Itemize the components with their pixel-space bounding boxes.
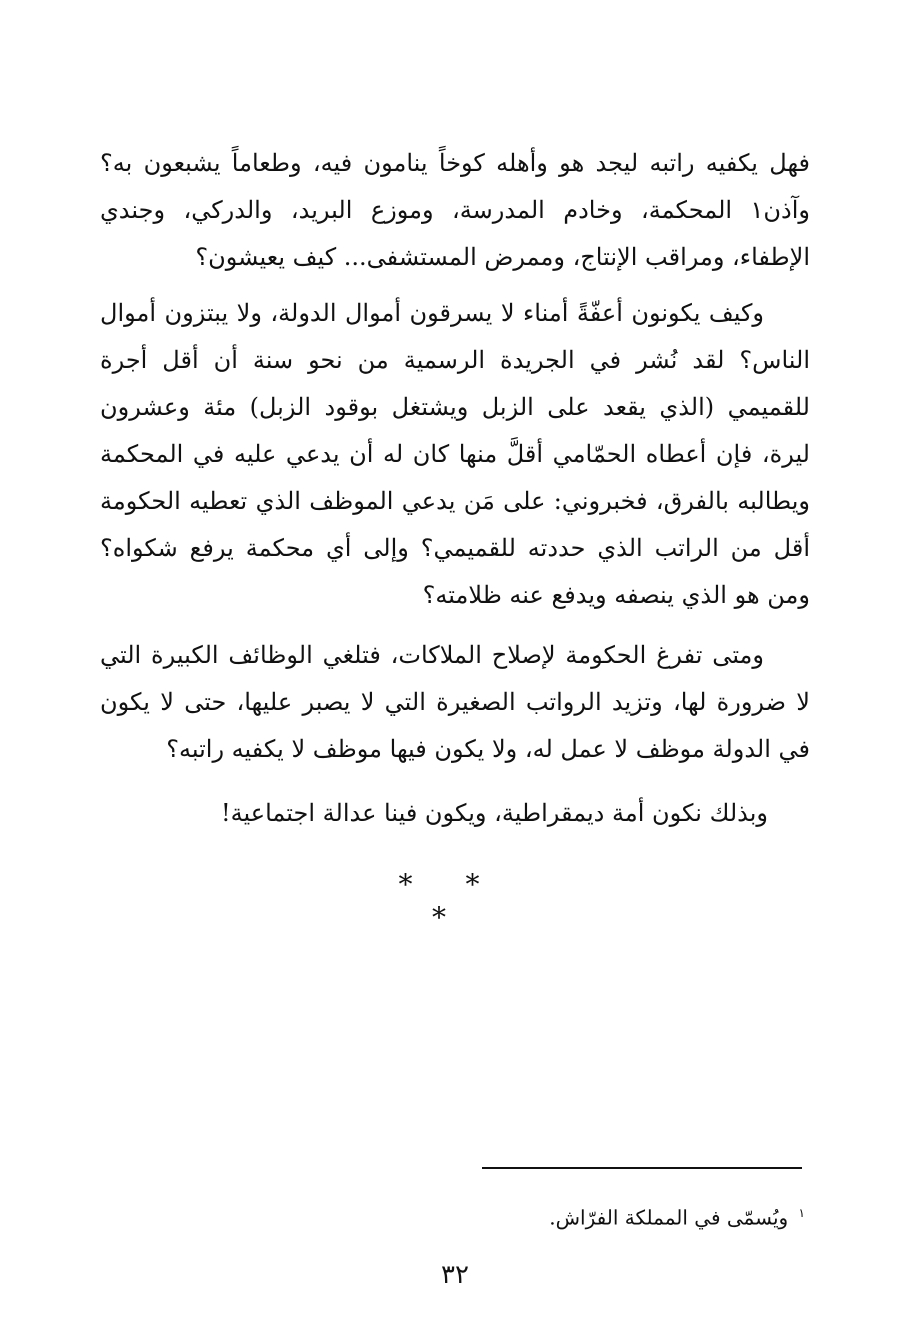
paragraph-3-text: ومتى تفرغ الحكومة لإصلاح الملاكات، فتلغي الوظائف الكبيرة التي لا ضرورة لها، وتزيد الرواتب الصغيرة التي لا يصبر عليها، حتى لا يكون في الدولة موظف لا عمل له، ولا يكون فيها موظف لا يكفيه راتبه؟ (100, 641, 810, 763)
paragraph-2-text: وكيف يكونون أعفّةً أمناء لا يسرقون أموال الدولة، ولا يبتزون أموال الناس؟ لقد نُشر في الجريدة الرسمية من نحو سنة أن أقل أجرة للقميمي (الذي يقعد على الزبل ويشتغل بوقود الزبل) مئة وعشرون ليرة، فإن أعطاه الحمّامي أقلَّ منها كان له أن يدعي عليه في المحكمة ويطالبه بالفرق، فخبروني: على مَن يدعي الموظف الذي تعطيه الحكومة أقل من الراتب الذي حددته للقميمي؟ وإلى أي محكمة يرفع شكواه؟ ومن هو الذي ينصفه ويدفع عنه ظلامته؟ (100, 299, 810, 609)
footnote (400, 1198, 805, 1233)
paragraph-1 (100, 140, 810, 281)
paragraph-2 (100, 290, 810, 619)
paragraph-3 (100, 632, 810, 773)
footnote-marker: ١ (798, 1206, 805, 1220)
paragraph-1-text: فهل يكفيه راتبه ليجد هو وأهله كوخاً ينامون فيه، وطعاماً يشبعون به؟ وآذن١ المحكمة، وخادم المدرسة، وموزع البريد، والدركي، وجندي الإطفاء، ومراقب الإنتاج، وممرض المستشفى... كيف يعيشون؟ (100, 149, 810, 271)
footnote-divider (482, 1167, 802, 1169)
section-separator: * * * (398, 868, 502, 934)
footnote-text: ويُسمّى في المملكة الفرّاش. (549, 1205, 789, 1230)
page-number: ٣٢ (441, 1260, 469, 1290)
closing-line: وبذلك نكون أمة ديمقراطية، ويكون فينا عدالة اجتماعية! (221, 799, 768, 827)
